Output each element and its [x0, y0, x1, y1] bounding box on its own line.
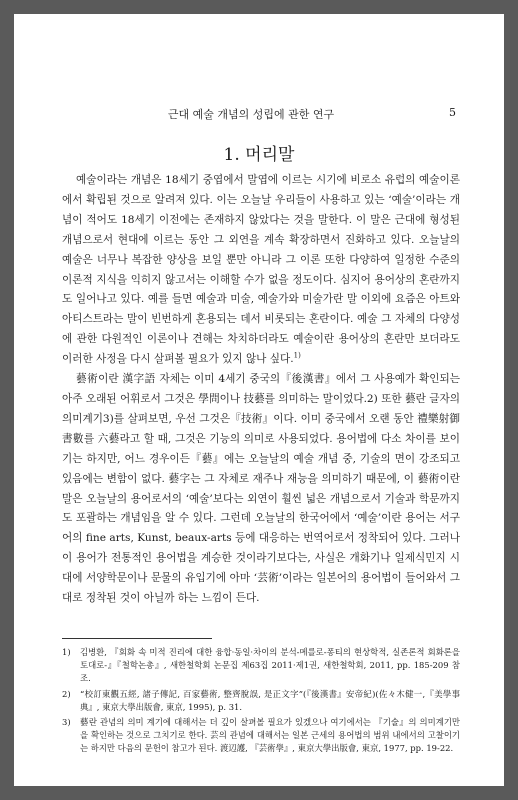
- paragraph-text: 예술이라는 개념은 18세기 중엽에서 말엽에 이르는 시기에 비로소 유럽의 예술이론에서 확립된 것으로 알려져 있다. 이는 오늘날 우리들이 사용하고 있는 ‘예술’이라는 개념이 적어도 18세기 이전에는 존재하지 않았다는 것을 말한다. 이 말은 근대에 형성된 개념으로서 현대에 이르는 동안 그 외연을 계속 확장하면서 진화하고 있다. 오늘날의 예술은 너무나 복잡한 양상을 보일 뿐만 아니라 그 이론 또한 다양하여 일정한 수준의 이론적 지식을 익히지 않고서는 이해할 수가 없을 정도이다. 심지어 용어상의 혼란까지도 일어나고 있다. 예를 들면 예술과 미술, 예술가와 미술가란 말 이외에 요즘은 아트와 아티스트라는 말이 빈번하게 혼용되는 데서 비롯되는 혼란이다. 예술 그 자체의 다양성에 관한 다원적인 이론이나 견해는 차치하더라도 예술이란 용어상의 혼란만 보더라도 이러한 사정을 다시 살펴볼 필요가 있지 않나 싶다.: [62, 174, 460, 366]
- paragraph-text: 藝術이란 漢字語 자체는 이미 4세기 중국의『後漢書』에서 그 사용예가 확인되는 아주 오래된 어휘로서 그것은 學問이나 技藝를 의미하는 말이었다.2) 또한 藝란 글자의 의미계기3)를 살펴보면, 우선 그것은『技術』이다. 이미 중국에서 오랜 동안 禮樂射御書數를 六藝라고 할 때, 그것은 기능의 의미로 사용되었다. 용어법에 다소 차이를 보이기는 하지만, 어느 경우이든『藝』에는 오늘날의 예술 개념 중, 기술의 면이 강조되고 있음에는 변함이 없다. 藝字는 그 자체로 재주나 재능을 의미하기 때문에, 이 藝術이란 말은 오늘날의 용어로서의 ‘예술’보다는 외연이 훨씬 넓은 개념으로서 기술과 학문까지도 포괄하는 개념임을 알 수 있다. 그런데 오늘날의 한국어에서 ‘예술’이란 용어는 서구어의 fine arts, Kunst, beaux-arts 등에 대응하는 번역어로서 정착되어 있다. 그러나 이 용어가 전통적인 용어법을 계승한 것이라기보다는, 사실은 개화기나 일제식민지 시대에 서양학문이나 문물의 유입기에 아마 ‘芸術’이라는 일본어의 용어법이 들어와서 그대로 정착된 것이 아닐까 하는 느낌이 든다.: [62, 373, 460, 605]
- footnote-text: 藝란 관념의 의미 계기에 대해서는 더 깊이 살펴볼 필요가 있겠으나 여기에서는 『기술』의 의미계기만을 확인하는 것으로 그치기로 한다. 芸의 관념에 대해서는 일본 근세의 용어법의 범위 내에서의 고찰이기는 하지만 다음의 문헌이 참고가 된다. 渡辺護, 『芸術學』, 東京大學出版會, 東京, 1977, pp. 19-22.: [80, 717, 460, 754]
- footnote-mark: 2): [62, 688, 71, 699]
- footnote-1: [62, 646, 460, 686]
- document-page: [14, 14, 504, 786]
- footnote-2: [62, 688, 460, 714]
- body-text: [62, 171, 460, 609]
- running-title: 근대 예술 개념의 성립에 관한 연구: [167, 108, 335, 121]
- footnote-mark: 1): [62, 647, 71, 657]
- running-head: [66, 106, 456, 122]
- footnote-ref[interactable]: 1): [293, 351, 301, 360]
- footnotes: [62, 646, 460, 758]
- footnote-divider: [62, 638, 212, 639]
- footnote-mark: 3): [62, 717, 71, 728]
- footnote-3: [62, 716, 460, 756]
- section-title: 1. 머리말: [223, 145, 295, 165]
- body-paragraph-2: [62, 370, 460, 609]
- body-paragraph-1: [62, 171, 460, 370]
- footnote-text: “校訂東觀五經, 諸子傳記, 百家藝術, 整齊脫誤, 是正文字”(『後漢書』安帝紀)(佐々木健一,『美學事典』, 東京大學出版會, 東京, 1995), p. 31.: [80, 688, 460, 712]
- page-number: 5: [449, 106, 456, 119]
- footnote-text: 김병환, 『회화 속 미적 진리에 대한 융합·동일·차이의 분석-메를로-퐁티의 현상학적, 실존론적 회화론을 토대로-』『철학논총』, 새한철학회 논문집 제63집 2011·제1권, 새한철학회, 2011, pp. 185-209 참조.: [80, 647, 460, 684]
